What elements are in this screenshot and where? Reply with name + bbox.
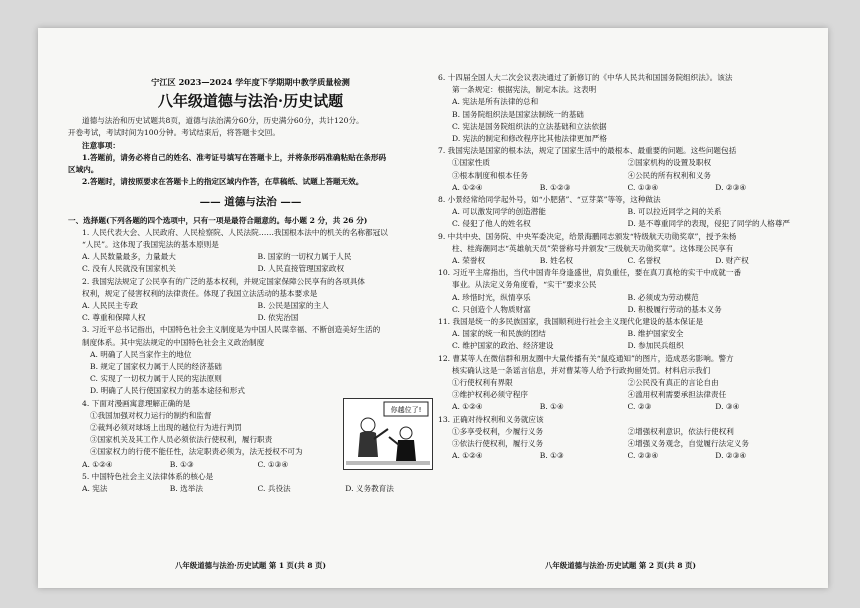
option-b: B. ①③ xyxy=(169,459,194,469)
option-a: A. 珍惜时光，纵情享乐 xyxy=(452,292,531,302)
question-9 xyxy=(438,231,803,268)
statement: ①行使权利有界限 xyxy=(452,378,513,388)
question-1 xyxy=(68,227,433,276)
page-2 xyxy=(438,38,803,578)
intro-line: 道德与法治和历史试题共8页，道德与法治满分60分，历史满分60分，共计120分。 xyxy=(82,116,364,126)
statement: ④国家权力的行使不能任性，法定职责必须为，法无授权不可为 xyxy=(90,447,303,457)
question-stem: 12. 曹某等人在微信群和朋友圈中大量传播有关“鼠疫通知”的图片，造成恶劣影响。警方 xyxy=(438,353,734,363)
question-7 xyxy=(438,145,803,194)
question-8 xyxy=(438,194,803,231)
statement: ①国家性质 xyxy=(452,158,490,168)
notice-line: 1.答题前，请务必将自己的姓名、准考证号填写在答题卡上，并将条形码准确粘贴在条形码 xyxy=(82,152,387,162)
option-a: A. ①②④ xyxy=(452,182,483,192)
question-12 xyxy=(438,353,803,414)
option-b: B. 国务院组织法是国家法制统一的基础 xyxy=(452,109,584,119)
option-d: D. 积极履行劳动的基本义务 xyxy=(627,304,722,314)
page-1 xyxy=(68,38,433,578)
option-c: C. 没有人民就没有国家机关 xyxy=(82,264,176,274)
option-d: D. ②③④ xyxy=(715,182,747,192)
option-b: B. 可以拉近同学之间的关系 xyxy=(627,207,722,217)
notice-title: 注意事项： xyxy=(82,140,120,150)
part-instruction: 一、选择题(下列各题的四个选项中，只有一项是最符合题意的。每小题 2 分，共 26 分) xyxy=(68,215,368,225)
question-3 xyxy=(68,324,433,397)
question-stem: 10. 习近平主席指出，当代中国青年身逢盛世，肩负重任，要在真刀真枪的实干中成就一番 xyxy=(438,268,742,278)
page-footer: 八年级道德与法治·历史试题 第 1 页(共 8 页) xyxy=(175,560,326,570)
question-stem: 6. 十四届全国人大二次会议表决通过了新修订的《中华人民共和国国务院组织法》。该法 xyxy=(438,73,733,82)
statement: ②国家机构的设置及职权 xyxy=(627,158,712,168)
option-a: A. 人民民主专政 xyxy=(82,301,138,311)
statement: ②裁判必须对球场上出现的越位行为进行判罚 xyxy=(90,423,242,433)
statement: ②公民没有真正的言论自由 xyxy=(627,378,719,388)
option-a: A. 明确了人民当家作主的地位 xyxy=(90,349,192,359)
option-a: A. ①②④ xyxy=(452,451,483,461)
option-b: B. 维护国家安全 xyxy=(627,329,684,339)
referee-cartoon-icon xyxy=(344,399,432,469)
question-stem: 事业。从法定义务角度看，“实干”要求公民 xyxy=(452,280,597,290)
question-stem: 2. 我国宪法规定了公民享有的广泛的基本权利，并规定国家保障公民享有的各项具体 xyxy=(82,276,366,286)
option-d: D. 义务教育法 xyxy=(345,484,394,494)
question-11 xyxy=(438,316,803,353)
statement: ③国家机关及其工作人员必须依法行使权利，履行职责 xyxy=(90,435,273,445)
option-a: A. 宪法是所有法律的总和 xyxy=(452,97,539,107)
option-c: C. 宪法是国务院组织法的立法基础和立法依据 xyxy=(452,121,607,131)
option-a: A. ①②④ xyxy=(82,459,113,469)
question-stem: 第一条规定：根据宪法，制定本法。这表明 xyxy=(452,85,597,95)
option-a: A. 人民数量最多，力量最大 xyxy=(82,252,176,262)
option-b: B. ①②③ xyxy=(539,182,571,192)
question-stem: 3. 习近平总书记指出，中国特色社会主义制度是为中国人民谋幸福、不断创造美好生活的 xyxy=(82,325,381,335)
notice-line: 2.答题时，请按照要求在答题卡上的指定区域内作答，在草稿纸、试题上答题无效。 xyxy=(82,177,364,187)
option-b: B. ①③ xyxy=(539,451,564,461)
option-a: A. 国家的统一和民族的团结 xyxy=(452,329,546,339)
statement: ④滥用权利需要承担法律责任 xyxy=(627,390,727,400)
option-d: D. 是不尊重同学的表现，侵犯了同学的人格尊严 xyxy=(627,219,791,229)
option-d: D. 人民直接管理国家政权 xyxy=(257,264,345,274)
cartoon-image xyxy=(343,398,433,470)
option-a: A. 宪法 xyxy=(82,484,108,494)
statement: ③维护权利必须守程序 xyxy=(452,390,528,400)
option-b: B. 必须成为劳动模范 xyxy=(627,292,699,302)
intro-line: 开卷考试，考试时间为100分钟。考试结束后，将答题卡交回。 xyxy=(68,128,280,138)
option-c: C. ①③④ xyxy=(257,459,289,469)
option-c: C. 尊重和保障人权 xyxy=(82,313,146,323)
question-stem: 1. 人民代表大会、人民政府、人民检察院、人民法院……我国根本法中的机关的名称都冠以 xyxy=(82,227,388,237)
exam-title: 八年级道德与法治·历史试题 xyxy=(157,92,344,111)
question-5 xyxy=(68,471,433,495)
question-13 xyxy=(438,414,803,463)
question-4 xyxy=(68,398,433,471)
page-footer: 八年级道德与法治·历史试题 第 2 页(共 8 页) xyxy=(545,560,696,570)
question-2 xyxy=(68,276,433,325)
option-c: C. 名誉权 xyxy=(627,256,661,266)
option-d: D. 依宪治国 xyxy=(257,313,299,323)
question-10 xyxy=(438,267,803,316)
statement: ④增强义务观念，自觉履行法定义务 xyxy=(627,439,749,449)
question-6 xyxy=(438,72,803,145)
question-stem: 8. 小景经常给同学起外号，如“小肥猪”、“豆芽菜”等等，这种做法 xyxy=(438,195,661,205)
statement: ③根本制度和根本任务 xyxy=(452,170,528,180)
option-b: B. 公民是国家的主人 xyxy=(257,301,329,311)
question-stem: 制度体系。其中宪法规定的中国特色社会主义政治制度 xyxy=(82,337,265,347)
statement: ④公民的所有权利和义务 xyxy=(627,170,712,180)
section-heading: —— 道德与法治 —— xyxy=(199,196,302,209)
option-d: D. 参加民兵组织 xyxy=(627,341,684,351)
option-c: C. 兵役法 xyxy=(257,484,291,494)
statement: ③依法行使权利，履行义务 xyxy=(452,439,544,449)
option-a: A. 荣誉权 xyxy=(452,256,486,266)
question-stem: 9. 中共中央、国务院、中央军委决定，给景海鹏同志颁发“特级航天功勋奖章”，授予朱杨 xyxy=(438,231,737,241)
option-c: C. 实现了一切权力属于人民的宪法原则 xyxy=(90,374,222,384)
option-c: C. 侵犯了他人的姓名权 xyxy=(452,219,531,229)
statement: ②增强权利意识，依法行使权利 xyxy=(627,426,734,436)
question-stem: 11. 我国是统一的多民族国家，我国顺利进行社会主义现代化建设的基本保证是 xyxy=(438,317,704,327)
question-stem: 权利，规定了侵害权利的法律责任。体现了我国立法活动的基本要求是 xyxy=(82,288,318,298)
option-b: B. 国家的一切权力属于人民 xyxy=(257,252,352,262)
question-stem: “人民”。这体现了我国宪法的基本原则是 xyxy=(82,240,219,250)
option-c: C. ②③ xyxy=(627,402,652,412)
option-b: B. 规定了国家权力属于人民的经济基础 xyxy=(90,362,222,372)
option-a: A. ①②④ xyxy=(452,402,483,412)
statement: ①多享受权利，少履行义务 xyxy=(452,426,544,436)
option-c: C. ②③④ xyxy=(627,451,659,461)
question-stem: 5. 中国特色社会主义法律体系的核心是 xyxy=(82,471,214,481)
option-d: D. 财产权 xyxy=(715,256,749,266)
option-d: D. ②③④ xyxy=(715,451,747,461)
option-b: B. ①④ xyxy=(539,402,564,412)
option-c: C. 维护国家的政治、经济建设 xyxy=(452,341,554,351)
option-d: D. ③④ xyxy=(715,402,740,412)
question-stem: 13. 正确对待权利和义务就应该 xyxy=(438,414,544,424)
question-stem: 4. 下面对漫画寓意理解正确的是 xyxy=(82,398,191,408)
question-stem: 柱、桂海潮同志“英雄航天员”荣誉称号并颁发“三级航天功勋奖章”。这体现公民享有 xyxy=(452,243,734,253)
notice-line: 区域内。 xyxy=(68,165,99,175)
option-b: B. 姓名权 xyxy=(539,256,573,266)
option-c: C. ①③④ xyxy=(627,182,659,192)
statement: ①我国加强对权力运行的制约和监督 xyxy=(90,410,212,420)
option-a: A. 可以激发同学的创造潜能 xyxy=(452,207,546,217)
question-stem: 核实确认这是一条谣言信息，并对曹某等人给予行政拘留处罚。材料启示我们 xyxy=(452,365,711,375)
option-d: D. 明确了人民行使国家权力的基本途径和形式 xyxy=(90,386,245,396)
exam-subtitle: 宁江区 2023—2024 学年度下学期期中教学质量检测 xyxy=(151,77,350,87)
option-c: C. 只创造个人物质财富 xyxy=(452,304,531,314)
exam-sheet xyxy=(38,28,828,588)
question-stem: 7. 我国宪法是国家的根本法，规定了国家生活中的最根本、最重要的问题。这些问题包括 xyxy=(438,146,737,156)
cartoon-speech: 你越位了! xyxy=(390,405,422,414)
option-b: B. 选举法 xyxy=(169,484,203,494)
option-d: D. 宪法的制定和修改程序比其他法律更加严格 xyxy=(452,134,607,144)
